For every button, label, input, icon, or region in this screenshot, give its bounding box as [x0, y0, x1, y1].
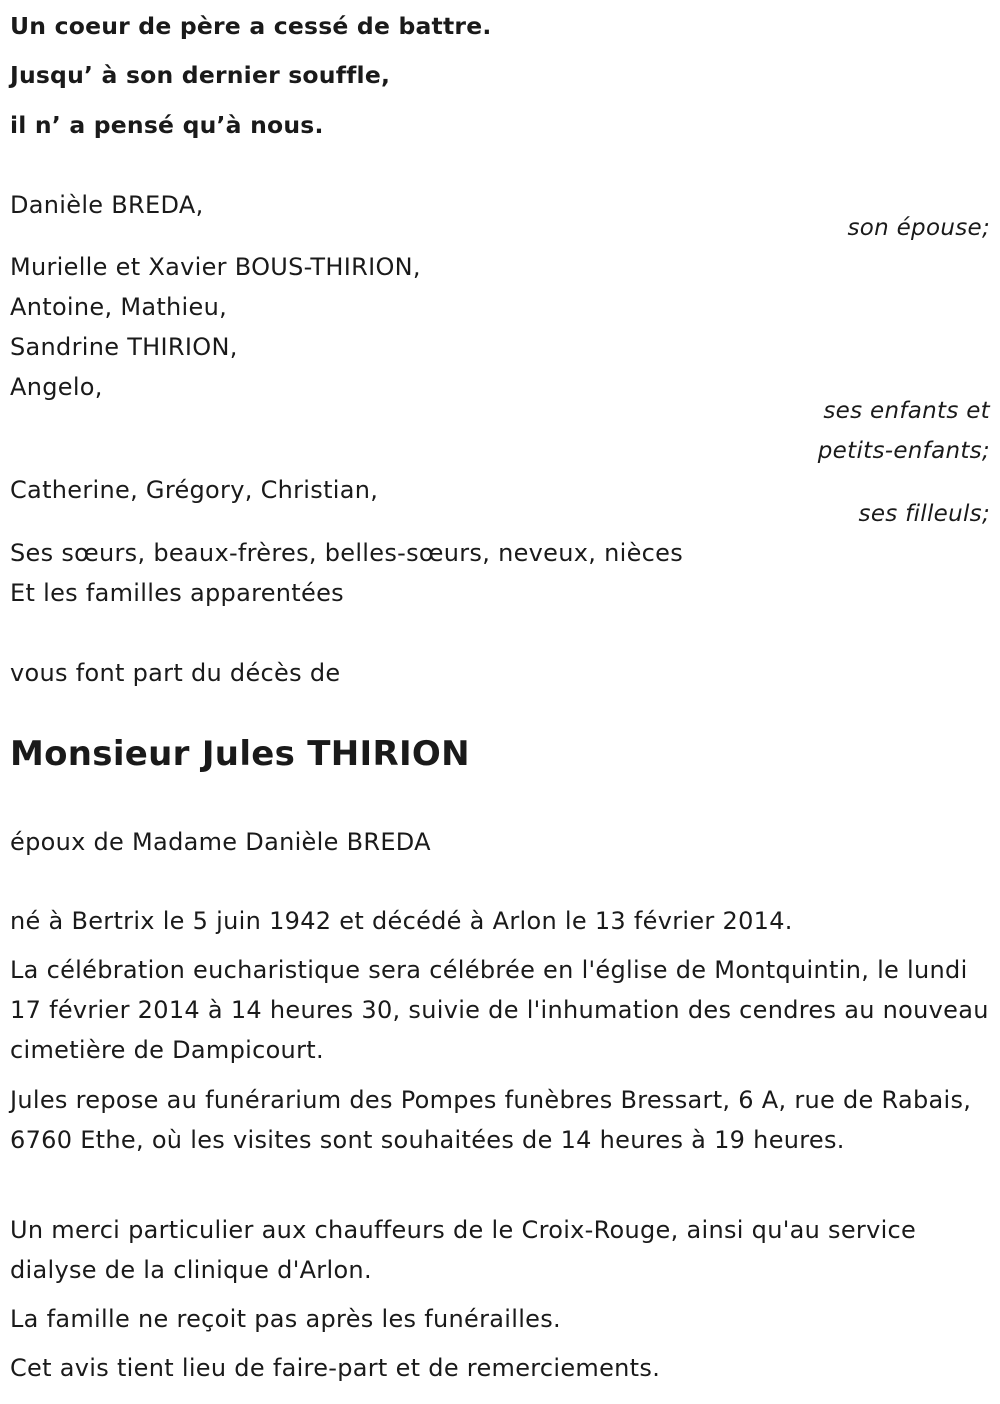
child-name-3: Sandrine THIRION,: [10, 333, 238, 361]
children-relation-1: ses enfants et: [823, 398, 990, 424]
deceased-name: Monsieur Jules THIRION: [10, 734, 470, 774]
child-name-4: Angelo,: [10, 373, 103, 401]
spouse-name: Danièle BREDA,: [10, 191, 204, 219]
birth-death-paragraph: né à Bertrix le 5 juin 1942 et décédé à Arlon le 13 février 2014.: [10, 907, 793, 935]
notice-paragraph: Cet avis tient lieu de faire-part et de remerciements.: [10, 1354, 661, 1382]
verse-line-1: Un coeur de père a cessé de battre.: [10, 12, 492, 40]
verse-line-2: Jusqu’ à son dernier souffle,: [10, 61, 391, 89]
child-name-1: Murielle et Xavier BOUS-THIRION,: [10, 253, 421, 281]
funerarium-paragraph: Jules repose au funérarium des Pompes funèbres Bressart, 6 A, rue de Rabais, 6760 Ethe, où les visites sont souhaitées de 14 heures à 19 heures.: [10, 1086, 972, 1154]
family-line-2: Et les familles apparentées: [10, 579, 344, 607]
celebration-paragraph: La célébration eucharistique sera célébrée en l'église de Montquintin, le lundi 17 février 2014 à 14 heures 30, suivie de l'inhumation des cendres au nouveau cimetière de Dampicourt.: [10, 956, 989, 1064]
family-line-1: Ses sœurs, beaux-frères, belles-sœurs, neveux, nièces: [10, 539, 684, 567]
thanks-paragraph: Un merci particulier aux chauffeurs de le Croix-Rouge, ainsi qu'au service dialyse de la clinique d'Arlon.: [10, 1216, 917, 1284]
spouse-of: époux de Madame Danièle BREDA: [10, 828, 431, 856]
announcement: vous font part du décès de: [10, 659, 341, 687]
no-reception-paragraph: La famille ne reçoit pas après les funérailles.: [10, 1305, 561, 1333]
spouse-relation: son épouse;: [847, 215, 990, 241]
godchildren-relation: ses filleuls;: [858, 501, 990, 527]
godchildren-names: Catherine, Grégory, Christian,: [10, 476, 379, 504]
child-name-2: Antoine, Mathieu,: [10, 293, 228, 321]
children-relation-2: petits-enfants;: [817, 438, 990, 464]
verse-line-3: il n’ a pensé qu’à nous.: [10, 111, 324, 139]
